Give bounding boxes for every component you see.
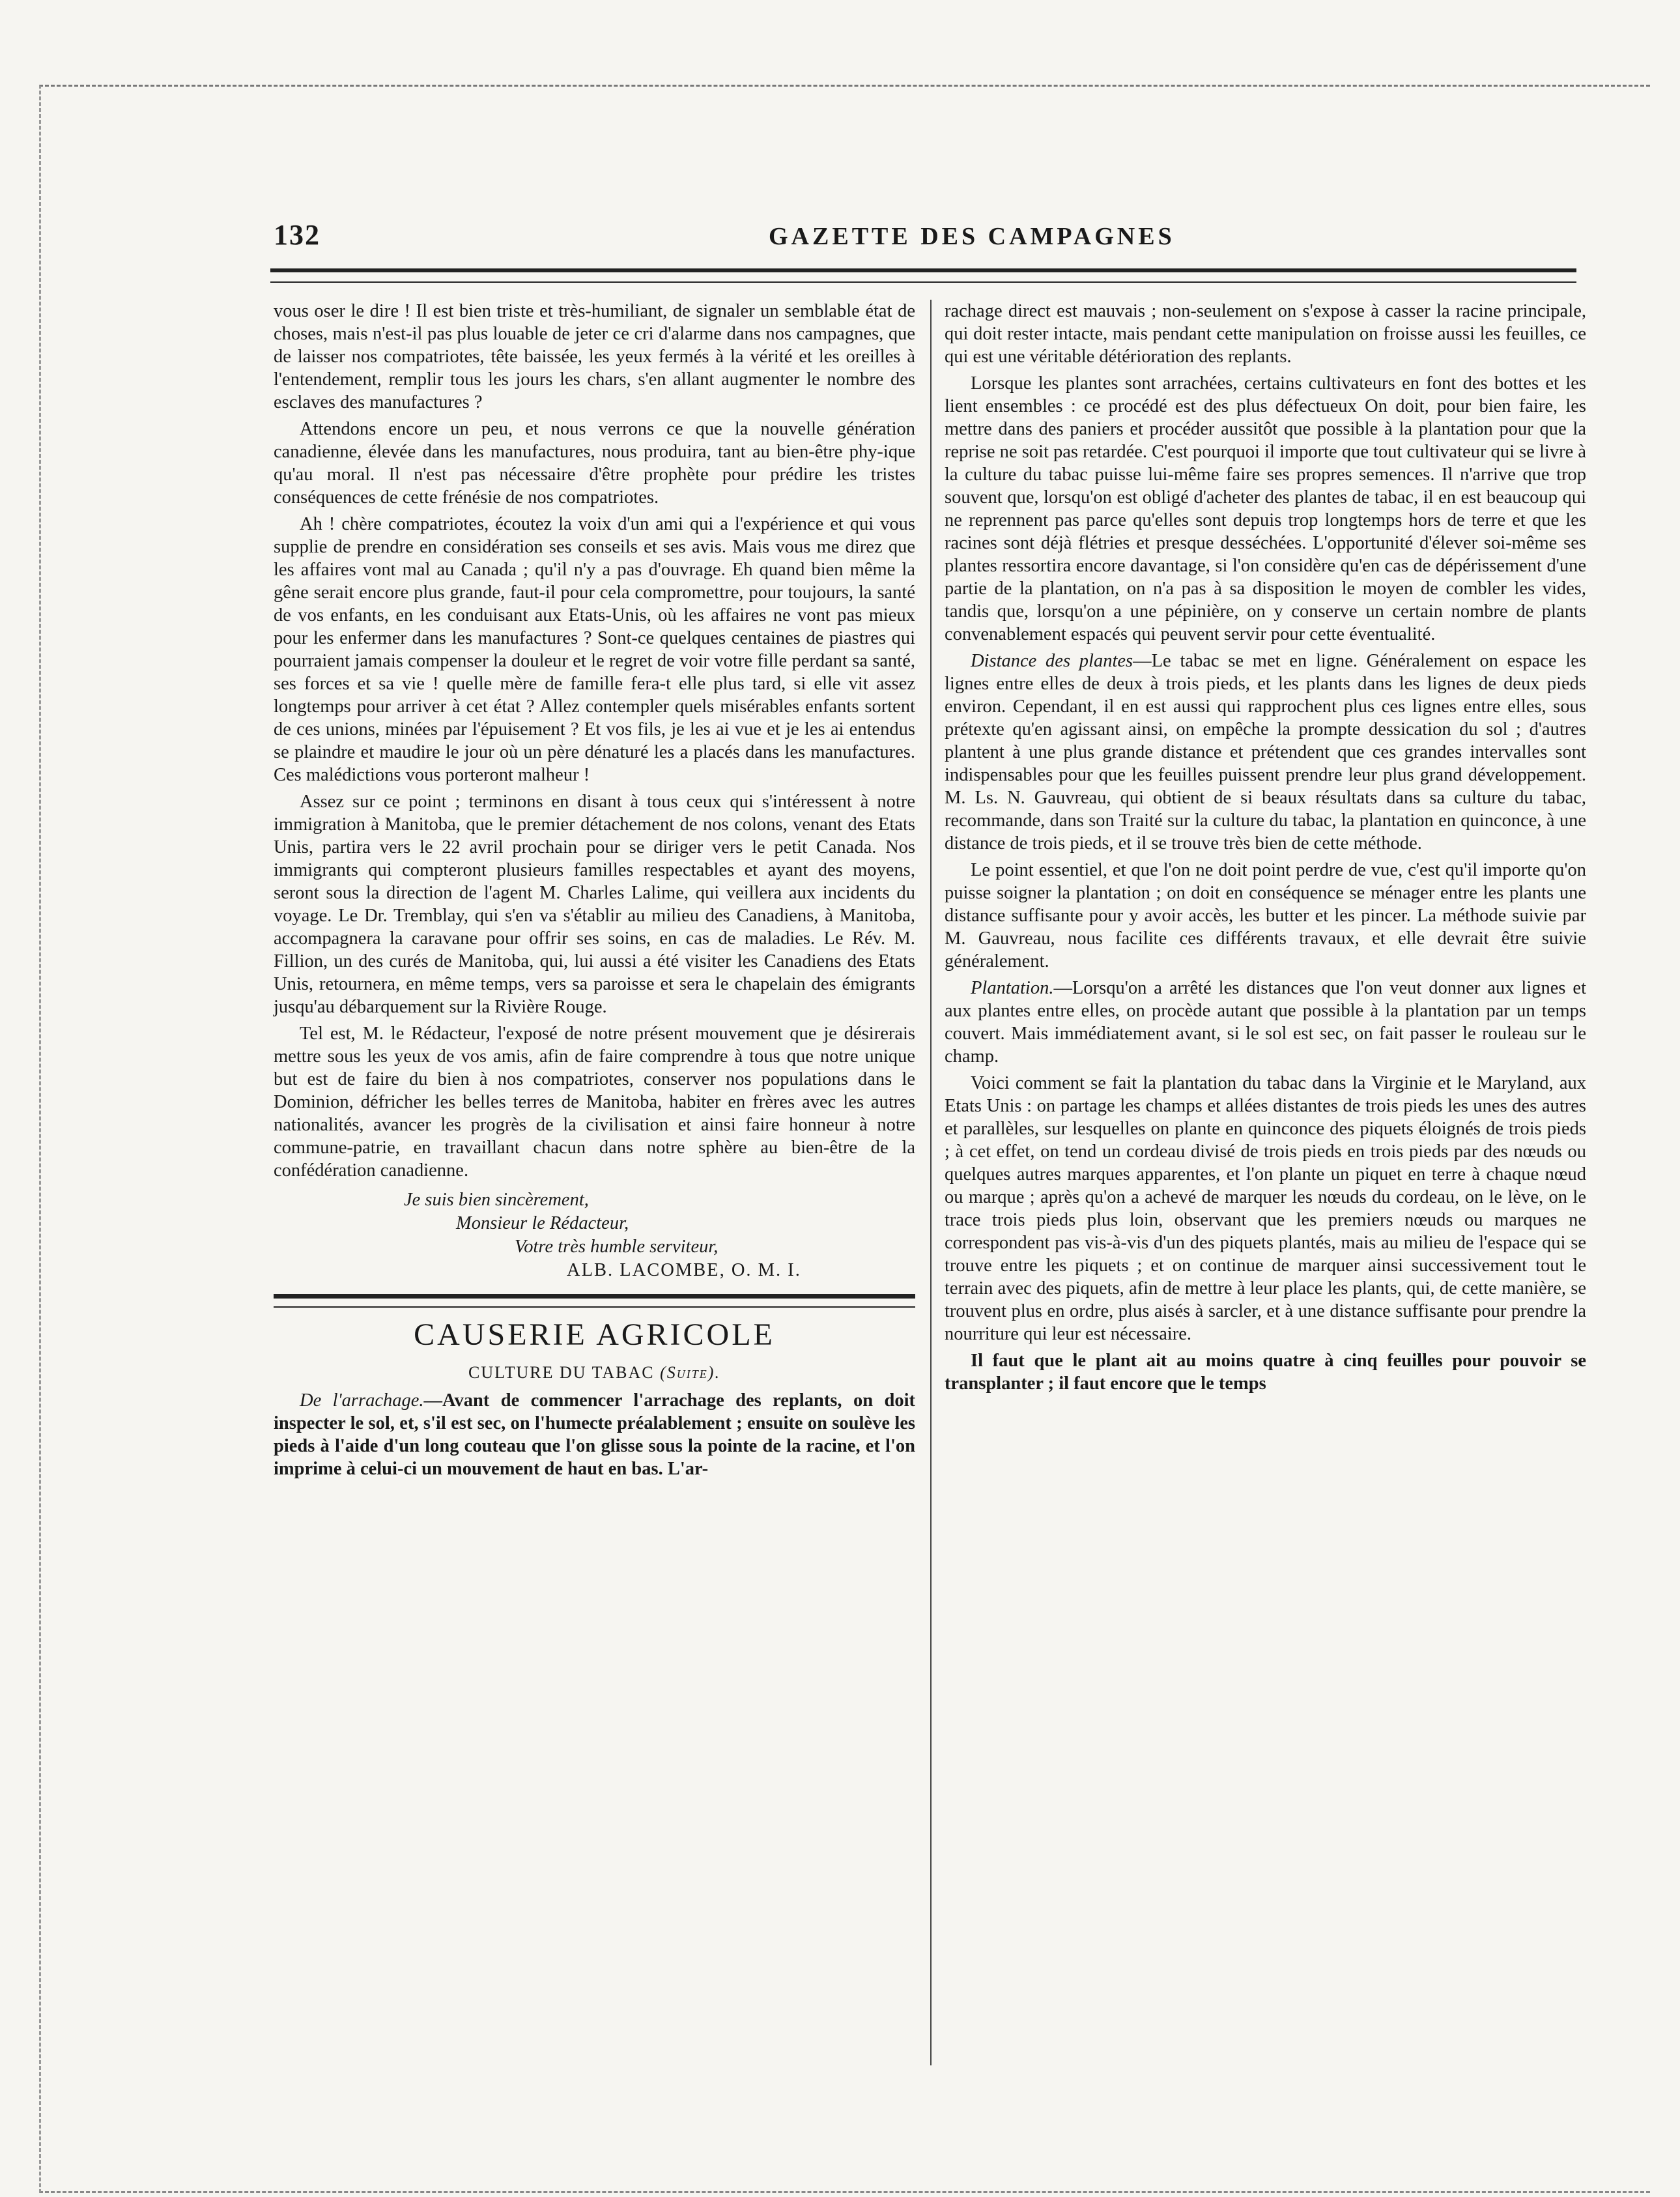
subsection-label: CULTURE DU TABAC [468,1363,655,1382]
signoff-line: Je suis bien sincèrement, [404,1190,589,1210]
signoff-line: Votre très humble serviteur, [515,1237,719,1257]
paragraph: Lorsque les plantes sont arrachées, certains cultivateurs en font des bottes et les lient ensembles : ce procédé est des plus défectueux On doit, pour bien faire, les mettre dans des paniers et procéder aussitôt que possible à la plantation pour que la reprise ne soit pas retardée. C'est pourquoi il importe que tout cultivateur qui se livre à la culture du tabac puisse lui-même faire ses propres semences. Il n'arrive que trop souvent que, lorsqu'on est obligé d'acheter des plantes de tabac, il en est beaucoup qui ne reprennent pas parce qu'elles sont depuis trop longtemps hors de terre et que les racines sont déjà flétries et presque desséchées. L'opportunité d'élever soi-même ses plantes ressortira encore davantage, si l'on considère qu'en cas de dépérissement d'une partie de la plantation, on n'a pas à sa disposition le moyen de combler les vides, tandis que, lorsqu'on a une pépinière, on y conserve un certain nombre de plants convenablement espacés qui peuvent servir pour cette éventualité. [945,373,1586,644]
paragraph [945,977,1586,1068]
paragraph-body: —Avant de commencer l'arrachage des replants, on doit inspecter le sol, et, s'il est sec, on l'humecte préalablement ; ensuite on soulève les pieds à l'aide d'un long couteau que l'on glisse sous la pointe de la racine, et l'on imprime à celui-ci un mouvement de haut en bas. L'ar- [274,1390,915,1479]
paragraph: vous oser le dire ! Il est bien triste et très-humiliant, de signaler un semblable état de choses, mais n'est-il pas plus louable de jeter ce cri d'alarme dans nos campagnes, que de laisser nos compatriotes, tête baissée, les yeux fermés à la vérité et les oreilles à l'entendement, remplir tous les jours les chars, s'en allant augmenter le nombre des esclaves des manufactures ? [274,301,915,412]
section-rule [274,1294,915,1308]
column-divider [930,300,932,2065]
publication-title: GAZETTE DES CAMPAGNES [769,223,1175,250]
subsection-suffix: (Suite). [660,1363,720,1382]
paragraph: Assez sur ce point ; terminons en disant à tous ceux qui s'intéressent à notre immigration à Manitoba, que le premier détachement de nos colons, venant des Etats Unis, partira vers le 22 avril prochain pour se diriger vers le petit Canada. Nos immigrants qui compteront plusieurs familles respectables et ayant des moyens, seront sous la direction de l'agent M. Charles Lalime, qui veillera aux incidents du voyage. Le Dr. Tremblay, qui s'en va s'établir au milieu des Canadiens, à Manitoba, accompagnera la caravane pour offrir ses soins, en cas de maladies. Le Rév. M. Fillion, un des curés de Manitoba, qui, lui aussi a été visiter les Canadiens des Etats Unis, retournera, en même temps, vers sa paroisse et sera le chapelain des émigrants jusqu'au débarquement sur la Rivière Rouge. [274,792,915,1017]
paragraph: Attendons encore un peu, et nous verrons ce que la nouvelle génération canadienne, élevée dans les manufactures, nous produira, tant au bien-être phy-ique qu'au moral. Il n'est pas nécessaire d'être prophète pour prédire les tristes conséquences de cette frénésie de nos compatriotes. [274,419,915,508]
right-column [945,300,1586,1399]
header-rule [270,268,1576,283]
left-column [274,300,915,1484]
paragraph-lead: De l'arrachage. [300,1390,424,1411]
paragraph: Le point essentiel, et que l'on ne doit point perdre de vue, c'est qu'il importe qu'on puisse soigner la plantation ; on doit en conséquence se ménager entre les plants une distance suffisante pour y avoir accès, les butter et les pincer. La méthode suivie par M. Gauvreau, nous facilite ces différents travaux, et elle devrait être suivie généralement. [945,860,1586,971]
paragraph-lead: Distance des plantes [971,651,1133,671]
paragraph-body: —Le tabac se met en ligne. Généralement on espace les lignes entre elles de deux à trois pieds, et les plants dans les lignes de deux pieds environ. Cependant, il en est aussi qui rapprochent plus ces lignes entre elles, sous prétexte qu'en agissant ainsi, on empêche la prompte dessication du sol ; d'autres plantent à une plus grande distance et prétendent que ces grandes intervalles sont indispensables pour que les feuilles puissent prendre leur plus grand développement. M. Ls. N. Gauvreau, qui obtient de si beaux résultats dans sa culture du tabac, recommande, dans son Traité sur la culture du tabac, la plantation en quinconce, à une distance de trois pieds, et il se trouve très bien de cette méthode. [945,651,1586,854]
paragraph: Voici comment se fait la plantation du tabac dans la Virginie et le Maryland, aux Etats Unis : on partage les champs et allées distantes de trois pieds les unes des autres et parallèles, sur lesquelles on plante en quinconce des piquets éloignés de trois pieds ; à cet effet, on tend un cordeau divisé de trois pieds en trois pieds par des nœuds ou quelques autres marques apparentes, et l'on plante un piquet en terre à chaque nœud ou marque ; après qu'on a achevé de marquer les nœuds du cordeau, on le lève, on le trace trois pieds plus loin, observant que les premiers nœuds ou marques ne correspondent pas vis-à-vis d'un des piquets plantés, mais au milieu de l'espace qui se trouve entre les piquets ; et on continue de marquer ainsi successivement tout le terrain avec des piquets, afin de mettre à leur place les plants, qui, de cette manière, se trouvent plus en ordre, plus aisés à sarcler, et à une distance suffisante pour prendre la nourriture qui leur est nécessaire. [945,1073,1586,1344]
paragraph-lead: Plantation. [971,978,1054,998]
paragraph: Ah ! chère compatriotes, écoutez la voix d'un ami qui a l'expérience et qui vous supplie de prendre en considération ses conseils et ses avis. Mais vous me direz que les affaires vont mal au Canada ; qu'il n'y a pas d'ouvrage. Eh quand bien même la gêne serait encore plus grande, faut-il pour cela compromettre, pour toujours, la santé de vos enfants, en les conduisant aux Etats-Unis, où les affaires ne vont pas mieux pour les enfermer dans les manufactures ? Sont-ce quelques centaines de piastres qui pourraient jamais compenser la douleur et le regret de voir votre fille perdant sa santé, ses forces et sa vie ! quelle mère de famille fera-t elle plus tard, si elle vit assez longtemps pour arriver à cet état ? Allez contempler quels misérables enfants sortent de ces unions, minées par l'épuisement ? Et vos fils, je les ai vue et je les ai entendus se plaindre et maudire le jour où un père dénaturé les a placés dans les manufactures. Ces malédictions vous porteront malheur ! [274,514,915,785]
page-number: 132 [274,219,320,251]
paragraph: Il faut que le plant ait au moins quatre à cinq feuilles pour pouvoir se transplanter ; il faut encore que le temps [945,1351,1586,1394]
subsection-title [274,1361,915,1384]
page-header [274,218,1576,257]
paragraph: rachage direct est mauvais ; non-seulement on s'expose à casser la racine principale, qui doit rester intacte, mais pendant cette manipulation on froisse aussi les feuilles, ce qui est une véritable détérioration des replants. [945,301,1586,367]
signoff-line: Monsieur le Rédacteur, [456,1213,629,1233]
section-title: CAUSERIE AGRICOLE [414,1317,775,1352]
letter-signoff [274,1188,915,1282]
paragraph [274,1389,915,1480]
paragraph-body: —Lorsqu'on a arrêté les distances que l'on veut donner aux lignes et aux plantes entre elles, on procède autant que possible à la plantation par un temps couvert. Mais immédiatement avant, si le sol est sec, on fait passer le rouleau sur le champ. [945,978,1586,1067]
paragraph [945,650,1586,855]
paragraph: Tel est, M. le Rédacteur, l'exposé de notre présent mouvement que je désirerais mettre sous les yeux de vos amis, afin de faire comprendre à tous que notre unique but est de faire du bien à nos compatriotes, conserver nos populations dans le Dominion, défricher les belles terres de Manitoba, habiter en frères avec les autres nationalités, avancer les progrès de la civilisation et ainsi faire honneur à notre commune-patrie, en travaillant chacun dans notre sphère au bien-être de la confédération canadienne. [274,1024,915,1181]
signature: ALB. LACOMBE, O. M. I. [567,1260,801,1280]
